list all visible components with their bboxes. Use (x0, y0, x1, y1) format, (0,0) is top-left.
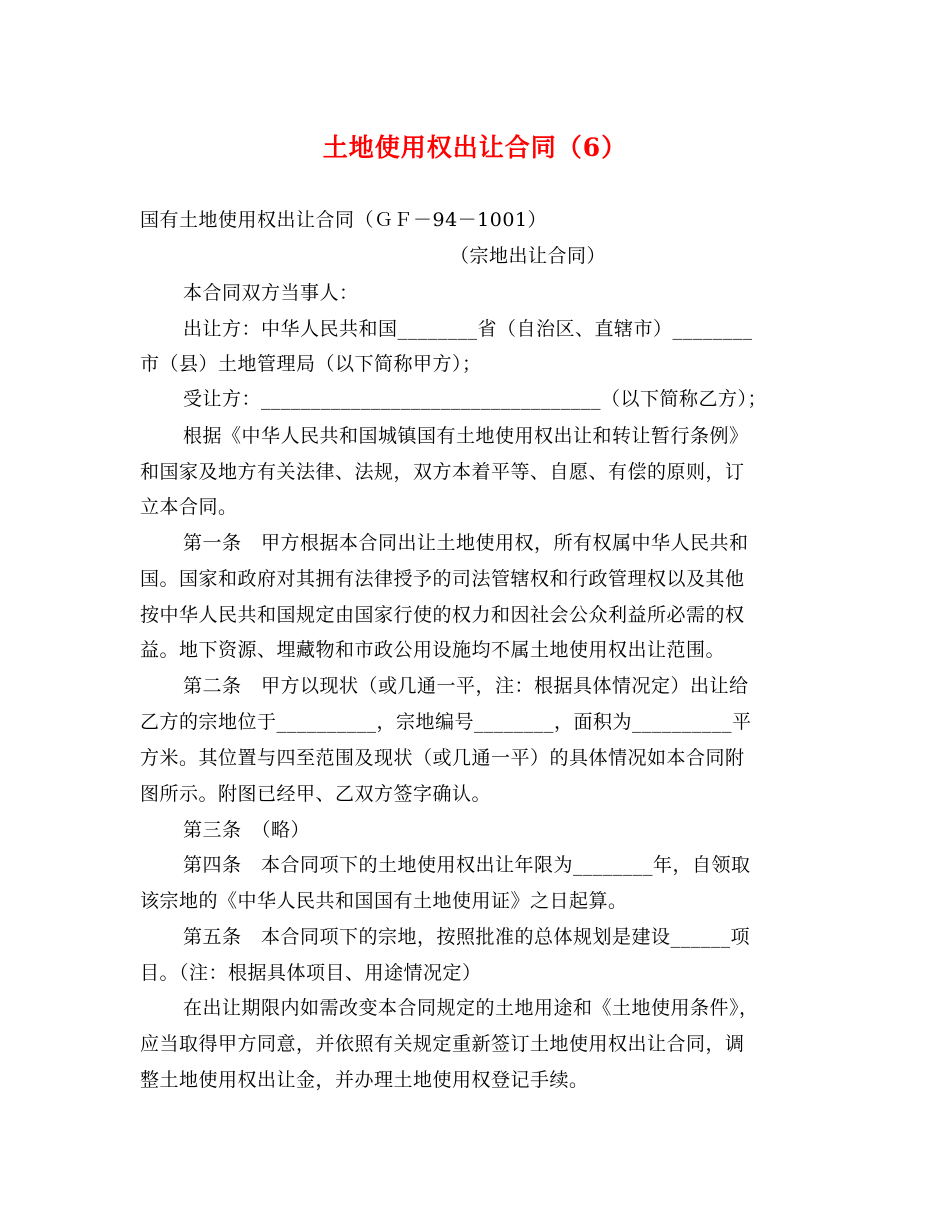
article-1-line: 第一条 甲方根据本合同出让土地使用权，所有权属中华人民共和 (183, 532, 749, 554)
article-1-line: 益。地下资源、埋藏物和市政公用设施均不属土地使用权出让范围。 (140, 639, 726, 661)
grantee-line: 受让方：__________________________________（以下简称乙方）； (183, 388, 768, 410)
article-3-line: 第三条 （略） (183, 819, 311, 841)
contract-subtitle: （宗地出让合同） (450, 245, 607, 267)
article-5-line: 目。（注：根据具体项目、用途情况定） (140, 962, 482, 984)
preamble-paragraph-line: 立本合同。 (140, 496, 238, 518)
article-4-line: 第四条 本合同项下的土地使用权出让年限为________年，自领取 (183, 854, 751, 876)
article-2-line: 图所示。附图已经甲、乙双方签字确认。 (140, 783, 492, 805)
grantor-line: 出让方：中华人民共和国________省（自治区、直辖市）________ (183, 318, 753, 340)
grantor-line-continued: 市（县）土地管理局（以下简称甲方）； (140, 353, 482, 375)
preamble-paragraph-line: 根据《中华人民共和国城镇国有土地使用权出让和转让暂行条例》 (183, 425, 749, 447)
contract-code-line: 国有土地使用权出让合同（ＧＦ－94－1001） (140, 209, 548, 231)
article-1-line: 国。国家和政府对其拥有法律授予的司法管辖权和行政管理权以及其他 (140, 568, 745, 590)
article-5-line: 第五条 本合同项下的宗地，按照批准的总体规划是建设______项 (183, 926, 751, 948)
article-4-line: 该宗地的《中华人民共和国国有土地使用证》之日起算。 (140, 890, 628, 912)
article-2-line: 乙方的宗地位于__________，宗地编号________，面积为__________平 (140, 711, 752, 733)
article-2-line: 第二条 甲方以现状（或几通一平，注：根据具体情况定）出让给 (183, 675, 749, 697)
parties-heading: 本合同双方当事人： (183, 282, 359, 304)
article-2-line: 方米。其位置与四至范围及现状（或几通一平）的具体情况如本合同附 (140, 747, 745, 769)
document-title: 土地使用权出让合同（6） (322, 133, 628, 162)
land-use-change-line: 整土地使用权出让金，并办理土地使用权登记手续。 (140, 1069, 589, 1091)
land-use-change-line: 在出让期限内如需改变本合同规定的土地用途和《土地使用条件》， (183, 997, 759, 1019)
land-use-change-line: 应当取得甲方同意，并依照有关规定重新签订土地使用权出让合同，调 (140, 1033, 745, 1055)
preamble-paragraph-line: 和国家及地方有关法律、法规，双方本着平等、自愿、有偿的原则，订 (140, 461, 745, 483)
article-1-line: 按中华人民共和国规定由国家行使的权力和因社会公众利益所必需的权 (140, 604, 745, 626)
